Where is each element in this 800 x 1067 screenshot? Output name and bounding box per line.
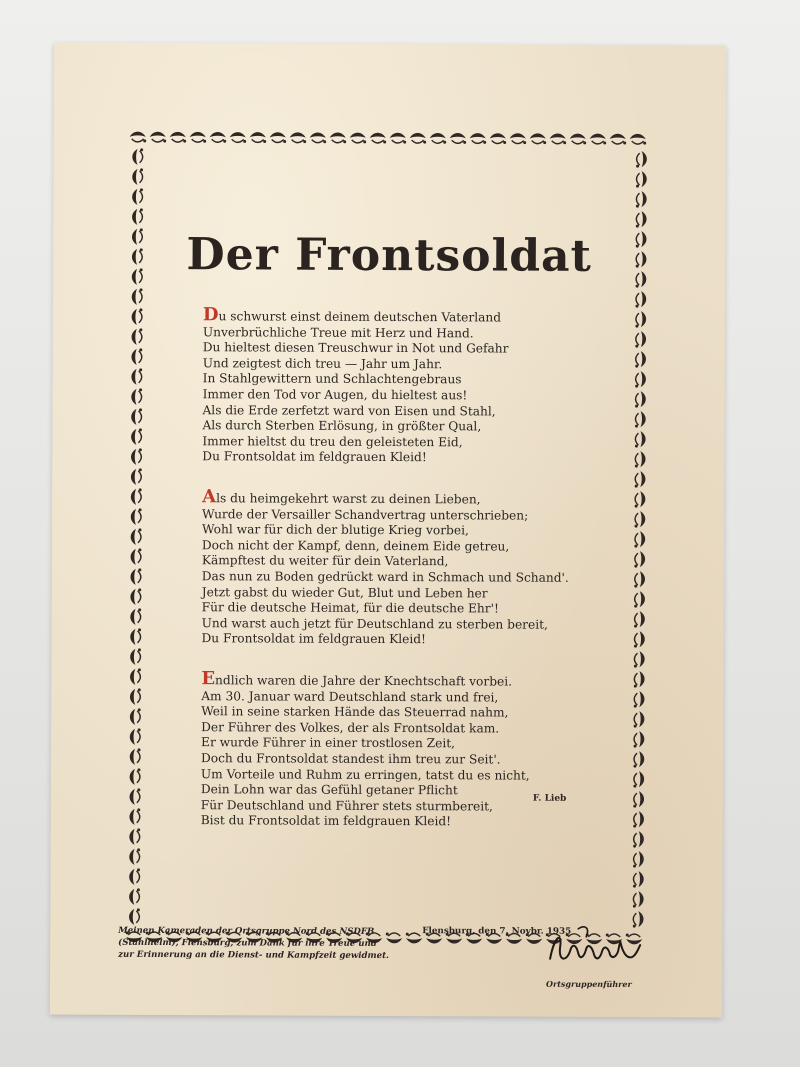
ornament-leaf	[430, 133, 447, 144]
ornament-leaf	[635, 431, 646, 448]
ornament-leaf	[570, 134, 587, 145]
stanza-line: Für die deutsche Heimat, für die deutsche Ehr'!	[201, 600, 499, 616]
ornament-leaf	[131, 348, 142, 365]
stanza-line: Er wurde Führer in einer trostlosen Zeit,	[201, 735, 456, 751]
ornament-leaf	[634, 531, 645, 548]
ornament-leaf	[129, 908, 140, 925]
dropcap: E	[201, 668, 216, 690]
ornament-leaf	[633, 811, 644, 828]
stanza-line: Und warst auch jetzt für Deutschland zu sterben bereit,	[201, 615, 548, 632]
ornament-leaf	[130, 728, 141, 745]
signer-title: Ortsgruppenführer	[546, 978, 632, 990]
ornament-leaf	[410, 133, 427, 144]
stanza-line: Unverbrüchliche Treue mit Herz und Hand.	[202, 324, 474, 340]
ornament-leaf	[633, 891, 644, 908]
ornament-leaf	[634, 611, 645, 628]
ornament-leaf	[635, 451, 646, 468]
stanza-line: Wurde der Versailler Schandvertrag unterschrieben;	[202, 506, 529, 523]
stanza-line: Für Deutschland und Führer stets sturmbereit,	[200, 797, 493, 814]
ornament-leaf	[610, 134, 627, 145]
ornament-leaf	[129, 888, 140, 905]
stanza-1	[202, 304, 623, 467]
ornament-leaf	[130, 708, 141, 725]
ornament-leaf	[130, 688, 141, 705]
ornament-leaf	[131, 528, 142, 545]
ornament-leaf	[130, 132, 147, 143]
ornament-leaf	[130, 788, 141, 805]
ornament-leaf	[634, 571, 645, 588]
ornament-leaf	[131, 468, 142, 485]
ornament-leaf	[129, 868, 140, 885]
ornament-leaf	[470, 133, 487, 144]
stanza-line: Immer hieltst du treu den geleisteten Eid,	[202, 433, 463, 450]
ornament-leaf	[450, 133, 467, 144]
ornament-leaf	[633, 831, 644, 848]
stanza-line: Du Frontsoldat im feldgrauen Kleid!	[201, 631, 426, 647]
stanza-line: Bist du Frontsoldat im feldgrauen Kleid!	[200, 813, 452, 829]
dedication-line: (Stahlhelm), Flensburg, zum Dank für ihre Treue und	[118, 937, 377, 949]
ornament-leaf	[250, 132, 267, 143]
ornament-leaf	[634, 631, 645, 648]
place-and-date: Flensburg, den 7. Novbr. 1935	[422, 926, 572, 937]
dedication-line: zur Erinnerung an die Dienst- und Kampfzeit gewidmet.	[118, 949, 390, 962]
ornament-leaf	[131, 408, 142, 425]
ornament-leaf	[634, 691, 645, 708]
ornament-leaf	[131, 368, 142, 385]
ornament-leaf	[634, 731, 645, 748]
dedication-line: Meinen Kameraden der Ortsgruppe Nord des NSDFB	[118, 925, 375, 937]
ornament-leaf	[635, 511, 646, 528]
stanza-line: Der Führer des Volkes, der als Frontsoldat kam.	[201, 719, 500, 736]
ornament-leaf	[634, 651, 645, 668]
stanza-line: Das nun zu Boden gedrückt ward in Schmach und Schand'.	[201, 569, 569, 585]
ornament-leaf	[131, 488, 142, 505]
stanza-line: Und zeigtest dich treu — Jahr um Jahr.	[202, 355, 443, 372]
ornament-leaf	[132, 288, 143, 305]
ornament-leaf	[270, 132, 287, 143]
ornament-leaf	[130, 668, 141, 685]
ornament-leaf	[190, 132, 207, 143]
stanza-line: Als durch Sterben Erlösung, in größter Qual,	[202, 418, 482, 434]
ornament-leaf	[130, 608, 141, 625]
stanza-line: Du schwurst einst deinem deutschen Vaterland	[202, 304, 502, 326]
stanza-line: Weil in seine starken Hände das Steuerrad nahm,	[201, 704, 509, 720]
ornament-leaf	[132, 188, 143, 205]
ornament-leaf	[170, 132, 187, 143]
poem-title: Der Frontsoldat	[186, 229, 593, 282]
ornament-leaf	[130, 648, 141, 665]
ornament-leaf	[130, 628, 141, 645]
ornament-leaf	[550, 133, 567, 144]
ornament-leaf	[131, 388, 142, 405]
ornament-leaf	[130, 748, 141, 765]
stanza-line: Als die Erde zerfetzt ward von Eisen und Stahl,	[202, 402, 496, 419]
ornament-leaf	[132, 328, 143, 345]
ornament-leaf	[530, 133, 547, 144]
ornament-leaf	[290, 132, 307, 143]
ornament-leaf	[350, 133, 367, 144]
ornament-leaf	[635, 491, 646, 508]
ornament-leaf	[633, 751, 644, 768]
stanza-line: Du Frontsoldat im feldgrauen Kleid!	[202, 449, 427, 465]
dropcap: D	[202, 304, 219, 326]
ornament-leaf	[132, 148, 143, 165]
ornament-leaf	[510, 133, 527, 144]
ornament-leaf	[131, 448, 142, 465]
ornament-leaf	[129, 828, 140, 845]
stanza-line: Du hieltest diesen Treuschwur in Not und Gefahr	[202, 340, 509, 356]
stanza-line: Wohl war für dich der blutige Krieg vorbei,	[201, 522, 469, 538]
paper-sheet	[50, 43, 726, 1018]
ornament-leaf	[370, 133, 387, 144]
ornament-leaf	[635, 291, 646, 308]
ornament-leaf	[635, 411, 646, 428]
ornament-leaf	[390, 133, 407, 144]
stanza-line: Um Vorteile und Ruhm zu erringen, tatst du es nicht,	[200, 766, 530, 783]
ornament-leaf	[131, 428, 142, 445]
ornament-leaf	[636, 191, 647, 208]
ornament-leaf	[636, 151, 647, 168]
ornament-leaf	[633, 771, 644, 788]
stanza-line: Endlich waren die Jahre der Knechtschaft vorbei.	[201, 668, 513, 690]
stanza-line: Jetzt gabst du wieder Gut, Blut und Leben her	[201, 584, 488, 600]
ornament-leaf	[129, 848, 140, 865]
dropcap: A	[202, 486, 217, 508]
ornament-leaf	[633, 791, 644, 808]
ornament-leaf	[635, 351, 646, 368]
ornament-leaf	[490, 133, 507, 144]
stanza-line: Immer den Tod vor Augen, du hieltest aus!	[202, 387, 468, 403]
ornament-leaf	[635, 391, 646, 408]
stanza-line: Dein Lohn war das Gefühl getaner Pflicht	[200, 782, 458, 798]
ornament-leaf	[635, 471, 646, 488]
ornament-leaf	[635, 371, 646, 388]
ornament-leaf	[131, 548, 142, 565]
ornament-leaf	[634, 671, 645, 688]
ornament-leaf	[636, 171, 647, 188]
ornament-leaf	[590, 134, 607, 145]
ornament-leaf	[634, 591, 645, 608]
ornament-leaf	[129, 808, 140, 825]
ornament-leaf	[635, 311, 646, 328]
stanza-line: Doch du Frontsoldat standest ihm treu zur Seit'.	[200, 751, 501, 767]
ornament-leaf	[131, 568, 142, 585]
handwritten-signature	[540, 917, 660, 978]
stanza-3	[200, 668, 622, 831]
ornament-leaf	[634, 711, 645, 728]
ornament-leaf	[130, 768, 141, 785]
author-credit: F. Lieb	[532, 793, 567, 804]
ornament-leaf	[630, 134, 647, 145]
ornament-leaf	[130, 588, 141, 605]
ornament-leaf	[636, 211, 647, 228]
dedication-text	[118, 925, 418, 962]
ornament-leaf	[210, 132, 227, 143]
ornament-leaf	[132, 208, 143, 225]
stanza-line: Als du heimgekehrt warst zu deinen Lieben,	[202, 486, 481, 508]
stanza-line: Kämpftest du weiter für dein Vaterland,	[201, 553, 449, 569]
ornament-leaf	[633, 851, 644, 868]
stanza-2	[201, 486, 622, 649]
ornament-leaf	[230, 132, 247, 143]
stanza-line: Am 30. Januar ward Deutschland stark und frei,	[201, 688, 499, 705]
stanza-line: Doch nicht der Kampf, denn, deinem Eide getreu,	[201, 537, 510, 554]
ornament-leaf	[150, 132, 167, 143]
ornament-leaf	[131, 508, 142, 525]
ornament-leaf	[634, 551, 645, 568]
ornament-leaf	[330, 132, 347, 143]
ornament-leaf	[633, 871, 644, 888]
ornament-leaf	[635, 331, 646, 348]
ornament-leaf	[132, 168, 143, 185]
ornament-leaf	[132, 308, 143, 325]
ornament-leaf	[310, 132, 327, 143]
stanza-line: In Stahlgewittern und Schlachtengebraus	[202, 371, 462, 387]
